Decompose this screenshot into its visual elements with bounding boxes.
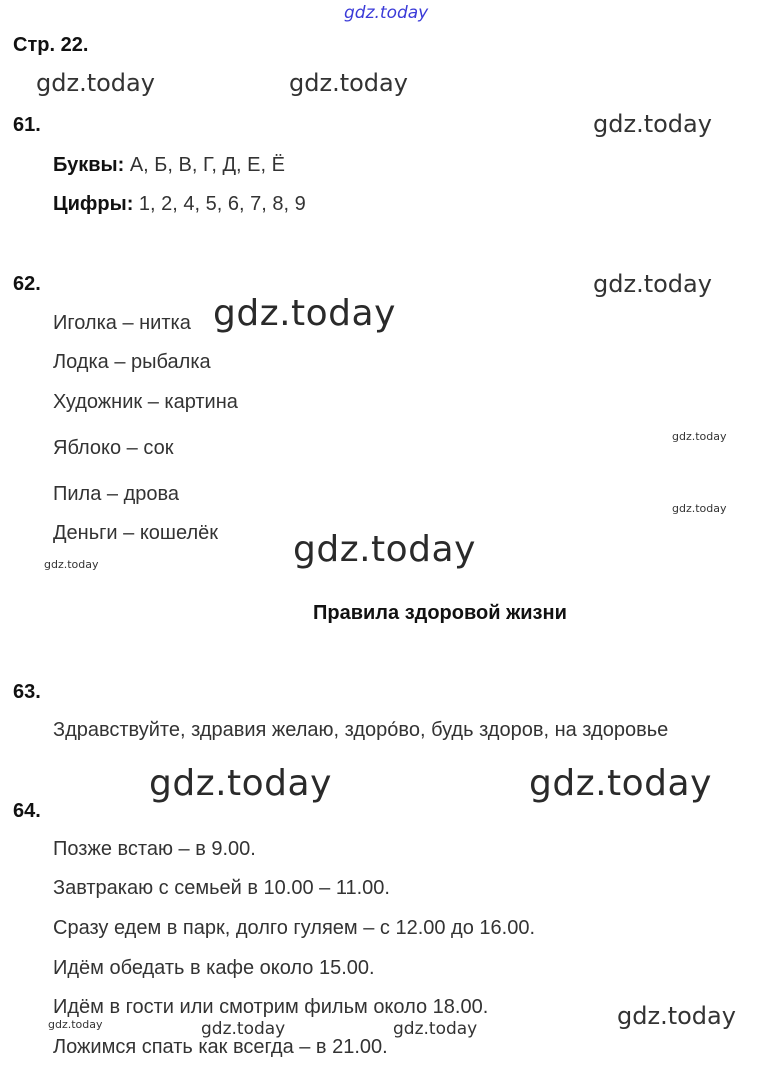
pair-line: Лодка – рыбалка xyxy=(53,351,211,373)
pair-line: Иголка – нитка xyxy=(53,312,191,334)
watermark-top: gdz.today xyxy=(344,3,429,23)
greetings-line: Здравствуйте, здравия желаю, здоро́во, будь здоров, на здоровье xyxy=(53,719,669,741)
watermark-large: gdz.today xyxy=(149,763,332,804)
schedule-line: Идём обедать в кафе около 15.00. xyxy=(53,957,375,979)
watermark-large: gdz.today xyxy=(529,763,712,804)
schedule-line: Завтракаю с семьей в 10.00 – 11.00. xyxy=(53,877,390,899)
digits-value: 1, 2, 4, 5, 6, 7, 8, 9 xyxy=(133,193,306,215)
watermark: gdz.today xyxy=(593,270,712,298)
schedule-line: Сразу едем в парк, долго гуляем – с 12.00 до 16.00. xyxy=(53,917,536,939)
pair-line: Деньги – кошелёк xyxy=(53,522,218,544)
digits-label: Цифры: xyxy=(53,193,134,215)
watermark: gdz.today xyxy=(593,110,712,138)
watermark: gdz.today xyxy=(289,69,408,97)
schedule-line: Позже встаю – в 9.00. xyxy=(53,838,256,860)
section-title: Правила здоровой жизни xyxy=(313,602,567,624)
letters-line xyxy=(53,154,285,177)
watermark: gdz.today xyxy=(36,69,155,97)
letters-label: Буквы: xyxy=(53,154,125,176)
exercise-number: 64. xyxy=(13,800,41,822)
letters-value: А, Б, В, Г, Д, Е, Ё xyxy=(124,154,285,176)
exercise-number: 62. xyxy=(13,273,41,295)
watermark-small: gdz.today xyxy=(48,1018,103,1031)
page-reference: Стр. 22. xyxy=(13,34,89,56)
schedule-line: Ложимся спать как всегда – в 21.00. xyxy=(53,1036,388,1058)
pair-line: Пила – дрова xyxy=(53,483,180,505)
exercise-number: 63. xyxy=(13,681,41,703)
schedule-line: Идём в гости или смотрим фильм около 18.00. xyxy=(53,996,489,1018)
watermark-small: gdz.today xyxy=(44,558,99,571)
watermark: gdz.today xyxy=(201,1019,286,1039)
watermark: gdz.today xyxy=(393,1019,478,1039)
digits-line xyxy=(53,193,306,216)
watermark-small: gdz.today xyxy=(672,502,727,515)
pair-line: Художник – картина xyxy=(53,391,238,413)
exercise-number: 61. xyxy=(13,114,41,136)
pair-line: Яблоко – сок xyxy=(53,437,174,459)
watermark-small: gdz.today xyxy=(672,430,727,443)
watermark: gdz.today xyxy=(617,1002,736,1030)
watermark-large: gdz.today xyxy=(213,293,396,334)
watermark-large: gdz.today xyxy=(293,529,476,570)
